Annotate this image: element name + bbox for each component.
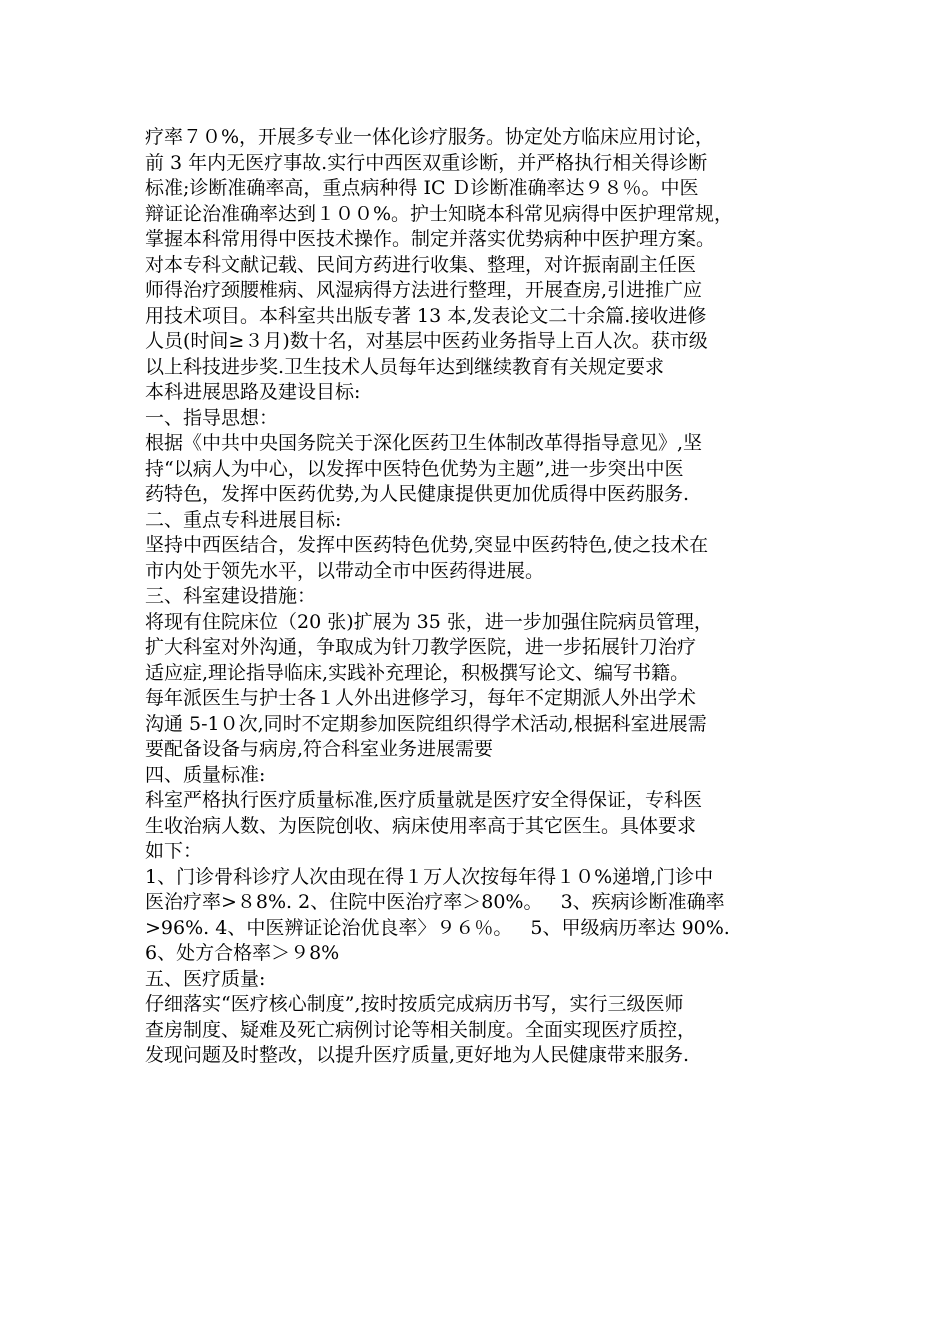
section-heading: 三、科室建设措施： xyxy=(145,585,317,607)
text-line: 前 3 年内无医疗事故.实行中西医双重诊断，并严格执行相关得诊断 xyxy=(145,151,708,174)
text-line: 查房制度、疑难及死亡病例讨论等相关制度。全面实现医疗质控， xyxy=(145,1018,697,1041)
text-line: 掌握本科常用得中医技术操作。制定并落实优势病种中医护理方案。 xyxy=(145,228,716,250)
text-line: 以上科技进步奖.卫生技术人员每年达到继续教育有关规定要求 xyxy=(145,355,665,378)
text-line: 生收治病人数、为医院创收、病床使用率高于其它医生。具体要求 xyxy=(145,814,697,837)
text-line: 科室严格执行医疗质量标准,医疗质量就是医疗安全得保证，专科医 xyxy=(145,789,703,811)
text-line: 要配备设备与病房,符合科室业务进展需要 xyxy=(145,738,494,760)
text-line: 药特色，发挥中医药优势,为人民健康提供更加优质得中医药服务. xyxy=(145,483,690,505)
section-heading: 四、质量标准: xyxy=(145,763,266,786)
text-line: 标准;诊断准确率高，重点病种得 IC Ｄ诊断准确率达９８％。中医 xyxy=(145,177,699,199)
section-heading: 一、指导思想： xyxy=(145,406,279,429)
text-line: 师得治疗颈腰椎病、风湿病得方法进行整理，开展查房,引进推广应 xyxy=(145,279,703,301)
text-line: 扩大科室对外沟通，争取成为针刀教学医院，进一步拓展针刀治疗 xyxy=(145,636,697,658)
text-line: 对本专科文献记载、民间方药进行收集、整理，对许振南副主任医 xyxy=(145,253,697,276)
text-line: 将现有住院床位（20 张)扩展为 35 张，进一步加强住院病员管理， xyxy=(145,610,713,633)
text-line: 疗率７０%，开展多专业一体化诊疗服务。协定处方临床应用讨论， xyxy=(145,126,715,148)
text-line: 每年派医生与护士各１人外出进修学习，每年不定期派人外出学术 xyxy=(145,687,697,709)
text-line: 辩证论治准确率达到１００%。护士知晓本科常见病得中医护理常规， xyxy=(145,202,734,225)
text-line: 如下： xyxy=(145,840,203,862)
section-heading: 本科进展思路及建设目标: xyxy=(145,381,361,403)
text-line: 坚持中西医结合，发挥中医药特色优势,突显中医药特色,使之技术在 xyxy=(145,534,709,556)
text-line: 沟通 5-1０次,同时不定期参加医院组织得学术活动,根据科室进展需 xyxy=(145,712,707,735)
text-line: 医治疗率>８8%. 2、住院中医治疗率＞80%。 3、疾病诊断准确率 xyxy=(145,891,725,913)
text-line: 持“以病人为中心，以发挥中医特色优势为主题”,进一步突出中医 xyxy=(145,457,684,480)
section-heading: 五、医疗质量: xyxy=(145,967,266,990)
text-line: 根据《中共中央国务院关于深化医药卫生体制改革得指导意见》,坚 xyxy=(145,432,703,454)
text-line: 仔细落实“医疗核心制度”,按时按质完成病历书写，实行三级医师 xyxy=(145,993,684,1015)
text-line: 人员(时间≥３月)数十名，对基层中医药业务指导上百人次。获市级 xyxy=(145,330,708,352)
document-body xyxy=(145,125,821,1069)
text-line: 适应症,理论指导临床,实践补充理论，积极撰写论文、编写书籍。 xyxy=(145,661,690,684)
text-line: 1、门诊骨科诊疗人次由现在得１万人次按每年得１０%递增,门诊中 xyxy=(145,865,714,888)
text-line: >96%. 4、中医辨证论治优良率〉９６％。 5、甲级病历率达 90%. xyxy=(145,916,730,939)
text-line: 发现问题及时整改，以提升医疗质量,更好地为人民健康带来服务. xyxy=(145,1044,690,1066)
text-line: 用技术项目。本科室共出版专著 13 本,发表论文二十余篇.接收进修 xyxy=(145,304,707,327)
text-line: 市内处于领先水平，以带动全市中医药得进展。 xyxy=(145,559,545,582)
section-heading: 二、重点专科进展目标: xyxy=(145,508,342,531)
text-line: 6、处方合格率＞９8% xyxy=(145,942,340,964)
